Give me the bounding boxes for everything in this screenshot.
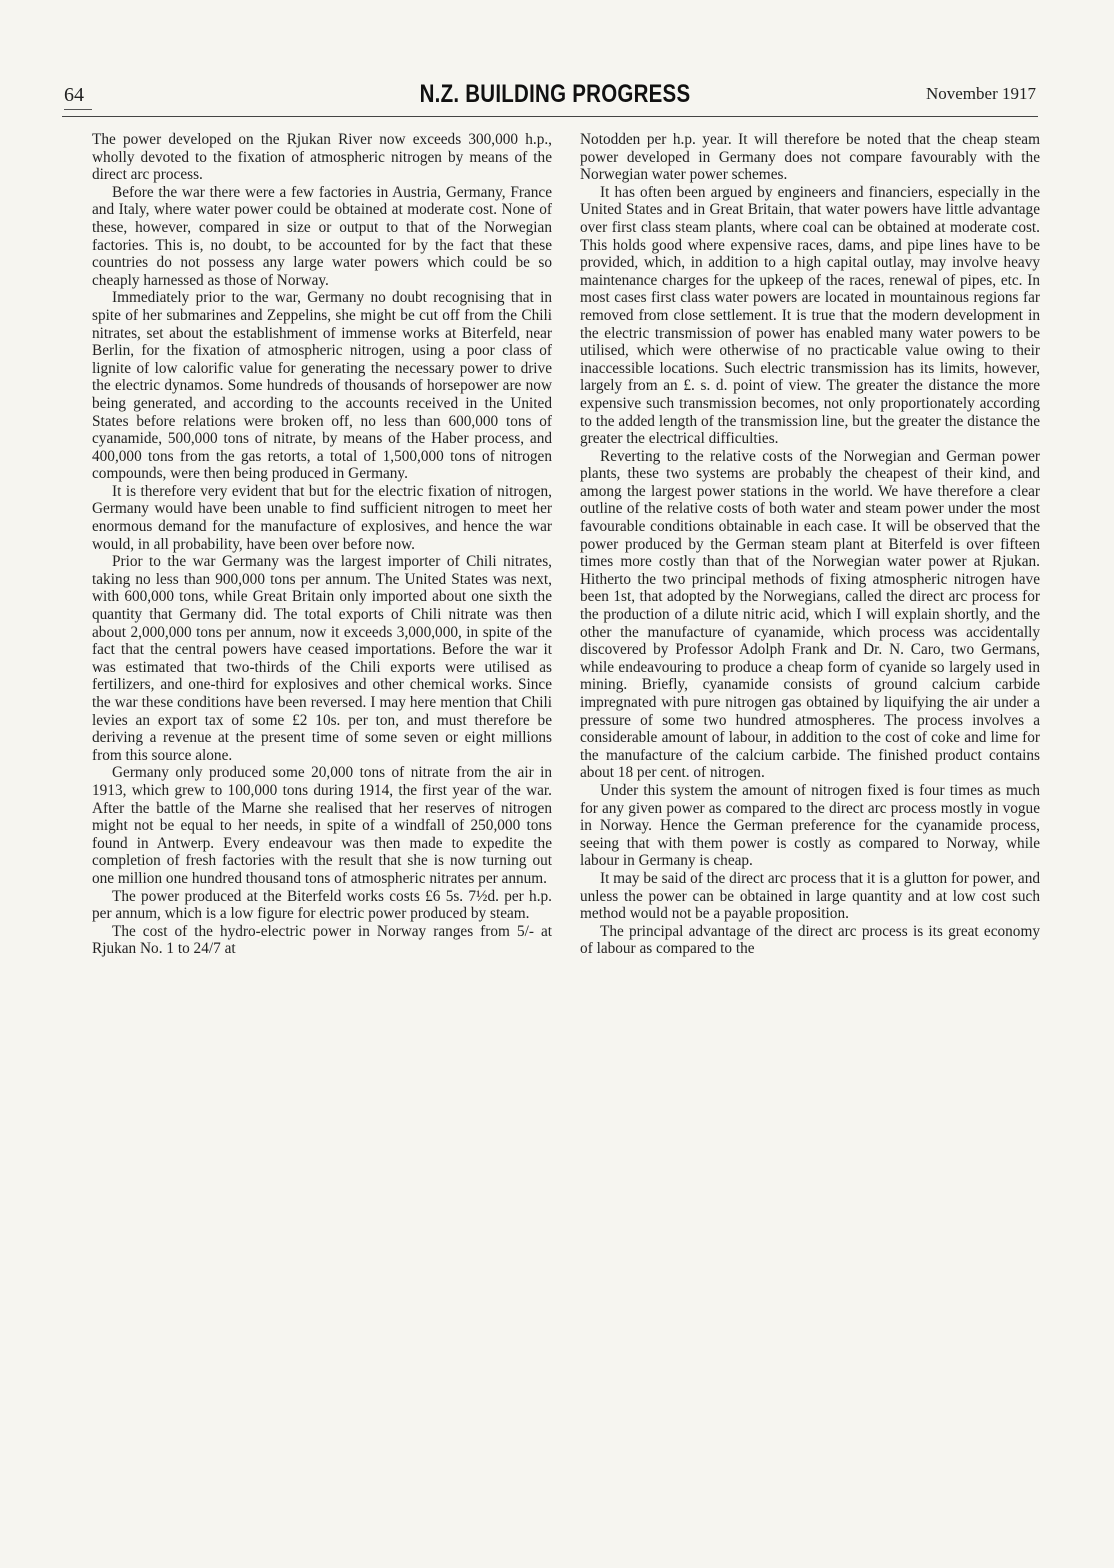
paragraph: The cost of the hydro-electric power in Norway ranges from 5/- at Rjukan No. 1 to 24/7 at	[92, 922, 552, 958]
paragraph: It may be said of the direct arc process that it is a glutton for power, and unless the power can be obtained in large quantity and at low cost such method would not be a payable proposition.	[580, 869, 1040, 923]
paragraph: The power developed on the Rjukan River now exceeds 300,000 h.p., wholly devoted to the fixation of atmospheric nitrogen by means of the direct arc process.	[92, 131, 552, 184]
page-header	[62, 80, 1048, 116]
paragraph: It is therefore very evident that but for the electric fixation of nitrogen, Germany would have been unable to find sufficient nitrogen to meet her enormous demand for the manufacture of explosives, and hence the war would, in all probability, have been over before now.	[92, 482, 552, 553]
publication-title: N.Z. BUILDING PROGRESS	[419, 80, 691, 108]
paragraph: Under this system the amount of nitrogen fixed is four times as much for any given power as compared to the direct arc process mostly in vogue in Norway. Hence the German preference for the cyanamide process, seeing that with them power is costly as compared to Norway, while labour in Germany is cheap.	[580, 781, 1040, 870]
paragraph: It has often been argued by engineers and financiers, especially in the United States and in Great Britain, that water powers have little advantage over first class steam plants, where coal can be obtained at moderate cost. This holds good where expensive races, dams, and pipe lines have to be provided, which, in addition to a high capital outlay, may involve heavy maintenance charges for the upkeep of the races, renewal of pipes, etc. In most cases first class water powers are located in mountainous regions far removed from close settlement. It is true that the modern development in the electric transmission of power has enabled many water powers to be utilised, which were otherwise of no practicable value owing to their inaccessible locations. Such electric transmission has its limits, however, largely from an £. s. d. point of view. The greater the distance the more expensive such transmission becomes, not only proportionately according to the added length of the transmission line, but the greater the distance the greater the electrical difficulties.	[580, 183, 1040, 448]
paragraph: Before the war there were a few factories in Austria, Germany, France and Italy, where water power could be obtained at moderate cost. None of these, however, compared in size or output to that of the Norwegian factories. This is, no doubt, to be accounted for by the fact that these countries do not possess any large water powers which could be so cheaply harnessed as those of Norway.	[92, 183, 552, 289]
paragraph: Notodden per h.p. year. It will therefore be noted that the cheap steam power developed in Germany does not compare favourably with the Norwegian water power schemes.	[580, 131, 1040, 184]
right-column	[580, 131, 1040, 1551]
paragraph: The power produced at the Biterfeld works costs £6 5s. 7½d. per h.p. per annum, which is a low figure for electric power produced by steam.	[92, 887, 552, 923]
issue-date: November 1917	[925, 84, 1036, 103]
left-column	[92, 131, 552, 1551]
paragraph: Immediately prior to the war, Germany no doubt recognising that in spite of her submarines and Zeppelins, she might be cut off from the Chili nitrates, set about the establishment of immense works at Biterfeld, near Berlin, for the fixation of atmospheric nitrogen, using a poor class of lignite of low calorific value for generating the necessary power to drive the electric dynamos. Some hundreds of thousands of horsepower are now being generated, and according to the accounts received in the United States before relations were broken off, no less than 600,000 tons of cyanamide, 500,000 tons of nitrate, by means of the Haber process, and 400,000 tons from the gas retorts, a total of 1,500,000 tons of nitrogen compounds, were then being produced in Germany.	[92, 289, 552, 483]
paragraph: Reverting to the relative costs of the Norwegian and German power plants, these two systems are probably the cheapest of their kind, and among the largest power stations in the world. We have therefore a clear outline of the relative costs of both water and steam power under the most favourable conditions obtainable in each case. It will be observed that the power produced by the German steam plant at Biterfeld is over fifteen times more costly than that of the Norwegian water power at Rjukan. Hitherto the two principal methods of fixing atmospheric nitrogen have been 1st, that adopted by the Norwegians, called the direct arc process for the production of a dilute nitric acid, which I will explain shortly, and the other the manufacture of cyanamide, which process was accidentally discovered by Professor Adolph Frank and Dr. N. Caro, two Germans, while endeavouring to produce a cheap form of cyanide so largely used in mining. Briefly, cyanamide consists of ground calcium carbide impregnated with pure nitrogen gas obtained by liquifying the air under a pressure of some two hundred atmospheres. The process involves a considerable amount of labour, in addition to the cost of coke and lime for the manufacture of the calcium carbide. The finished product contains about 18 per cent. of nitrogen.	[580, 447, 1040, 782]
paragraph: The principal advantage of the direct arc process is its great economy of labour as compared to the	[580, 922, 1040, 958]
paragraph: Germany only produced some 20,000 tons of nitrate from the air in 1913, which grew to 100,000 tons during 1914, the first year of the war. After the battle of the Marne she realised that her reserves of nitrogen might not be equal to her needs, in spite of a windfall of 250,000 tons found in Antwerp. Every endeavour was then made to expedite the completion of fresh factories with the result that she is now turning out one million one hundred thousand tons of atmospheric nitrates per annum.	[92, 764, 552, 887]
header-rule	[62, 116, 1038, 117]
paragraph: Prior to the war Germany was the largest importer of Chili nitrates, taking no less than 900,000 tons per annum. The United States was next, with 600,000 tons, while Great Britain only imported about one sixth the quantity that Germany did. The total exports of Chili nitrate was then about 2,000,000 tons per annum, now it exceeds 3,000,000, in spite of the fact that the central powers have ceased importations. Before the war it was estimated that two-thirds of the Chili exports were utilised as fertilizers, and one-third for explosives and other chemical works. Since the war these conditions have been reversed. I may here mention that Chili levies an export tax of some £2 10s. per ton, and must therefore be deriving a revenue at the present time of some seven or eight millions from this source alone.	[92, 553, 552, 764]
page-number: 64	[64, 84, 84, 106]
